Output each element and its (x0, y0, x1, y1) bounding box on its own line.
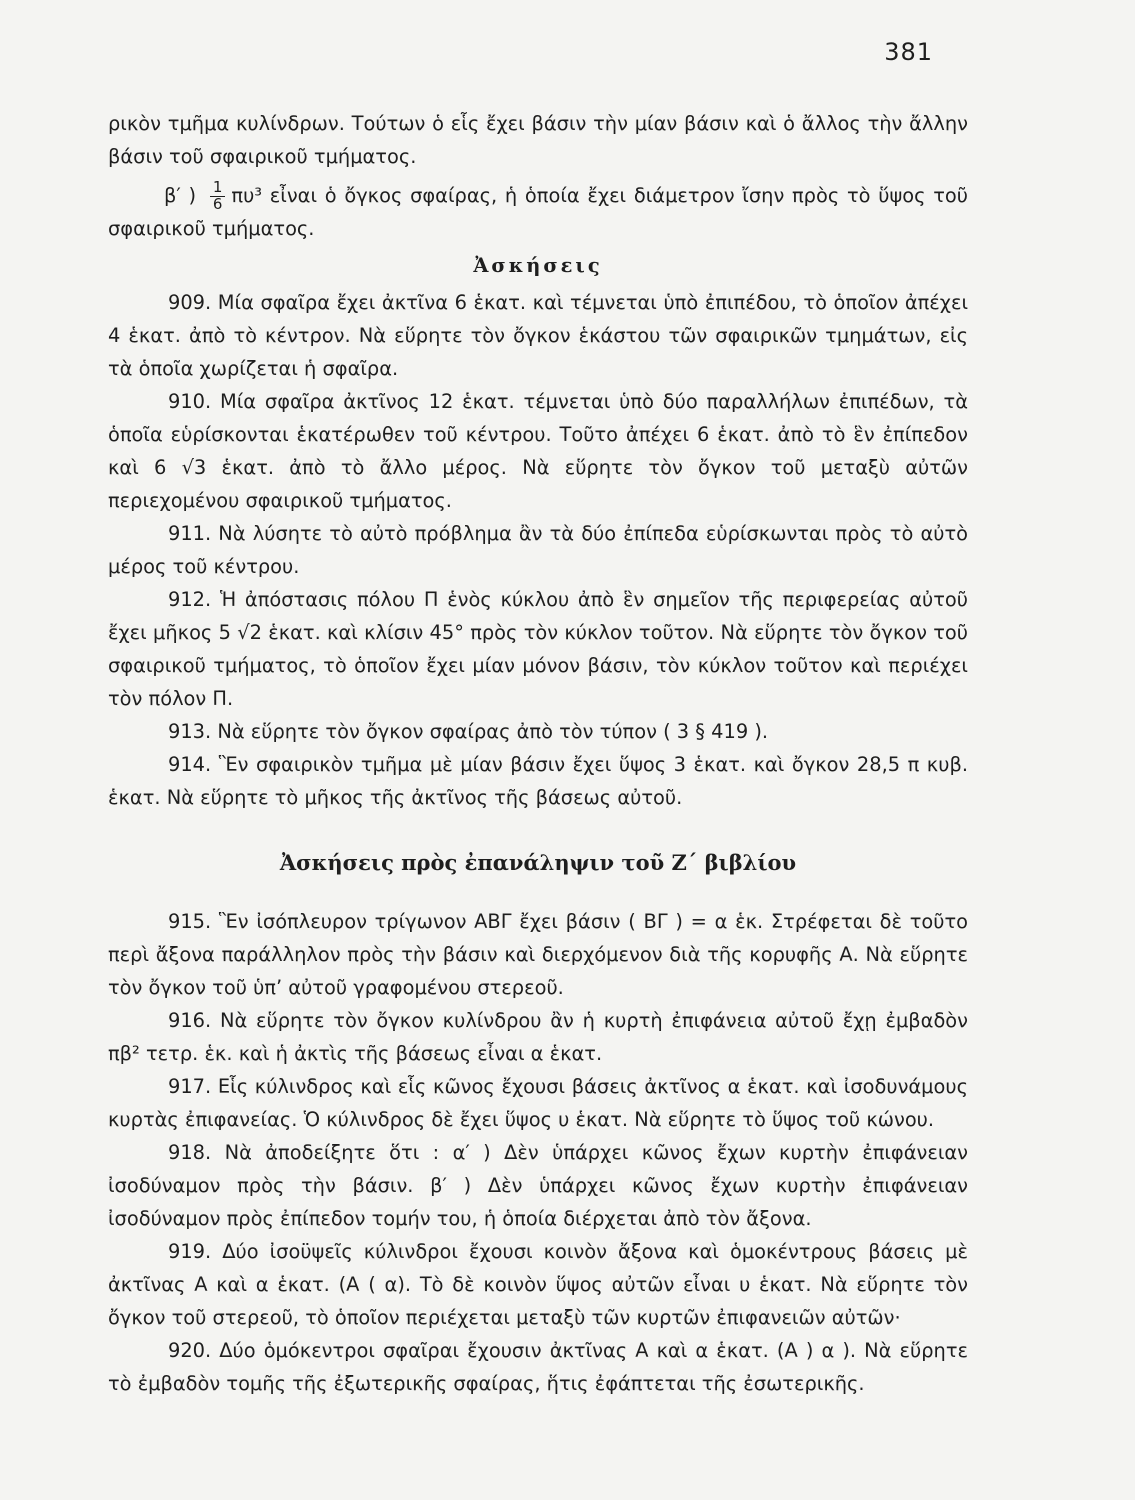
exercise-915: 915. Ἓν ἰσόπλευρον τρίγωνον ΑΒΓ ἔχει βάσιν ( ΒΓ ) = α ἑκ. Στρέφεται δὲ τοῦτο περὶ ἄξονα παράλληλον πρὸς τὴν βάσιν καὶ διερχόμενον διὰ τῆς κορυφῆς Α. Νὰ εὕρητε τὸν ὄγκον τοῦ ὑπ’ αὐτοῦ γραφομένου στερεοῦ. (108, 910, 968, 1000)
beta-prefix: β′ ) (164, 183, 197, 207)
fraction-one-sixth (210, 180, 226, 213)
exercise-909: 909. Μία σφαῖρα ἔχει ἀκτῖνα 6 ἑκατ. καὶ τέμνεται ὑπὸ ἐπιπέδου, τὸ ὁποῖον ἀπέχει 4 ἑκατ. ἀπὸ τὸ κέντρον. Νὰ εὕρητε τὸν ὄγκον ἑκάστου τῶν σφαιρικῶν τμημάτων, εἰς τὰ ὁποῖα χωρίζεται ἡ σφαῖρα. (108, 290, 968, 380)
section-title-exercises: Ἀσκήσεις (473, 253, 603, 277)
fraction-numerator: 1 (210, 180, 226, 197)
intro-paragraph: ρικὸν τμῆμα κυλίνδρων. Τούτων ὁ εἷς ἔχει βάσιν τὴν μίαν βάσιν καὶ ὁ ἄλλος τὴν ἄλλην βάσιν τοῦ σφαιρικοῦ τμήματος. (108, 112, 968, 168)
exercise-913: 913. Νὰ εὕρητε τὸν ὄγκον σφαίρας ἀπὸ τὸν τύπον ( 3 § 419 ). (168, 719, 769, 743)
exercise-920: 920. Δύο ὁμόκεντροι σφαῖραι ἔχουσιν ἀκτῖνας Α καὶ α ἑκατ. (Α ) α ). Νὰ εὕρητε τὸ ἐμβαδὸν τομῆς τῆς ἐξωτερικῆς σφαίρας, ἥτις ἐφάπτεται τῆς ἐσωτερικῆς. (108, 1339, 968, 1396)
beta-statement (108, 180, 968, 246)
fraction-denominator: 6 (212, 194, 223, 213)
exercise-916: 916. Νὰ εὕρητε τὸν ὄγκον κυλίνδρου ἂν ἡ κυρτὴ ἐπιφάνεια αὐτοῦ ἔχῃ ἐμβαδὸν πβ² τετρ. ἑκ. καὶ ἡ ἀκτὶς τῆς βάσεως εἶναι α ἑκατ. (108, 1009, 968, 1066)
beta-text: πυ³ εἶναι ὁ ὄγκος σφαίρας, ἡ ὁποία ἔχει διάμετρον ἴσην πρὸς τὸ ὕψος τοῦ σφαιρικοῦ τμήματος. (108, 183, 968, 240)
exercise-919: 919. Δύο ἰσοϋψεῖς κύλινδροι ἔχουσι κοινὸν ἄξονα καὶ ὁμοκέντρους βάσεις μὲ ἀκτῖνας Α καὶ α ἑκατ. (Α ( α). Τὸ δὲ κοινὸν ὕψος αὐτῶν εἶναι υ ἑκατ. Νὰ εὕρητε τὸν ὄγκον τοῦ στερεοῦ, τὸ ὁποῖον περιέχεται μεταξὺ τῶν κυρτῶν ἐπιφανειῶν αὐτῶν· (108, 1240, 968, 1330)
page-content (108, 108, 968, 1401)
section-title-review: Ἀσκήσεις πρὸς ἐπανάληψιν τοῦ Ζ΄ βιβλίου (279, 849, 797, 875)
exercise-917: 917. Εἷς κύλινδρος καὶ εἷς κῶνος ἔχουσι βάσεις ἀκτῖνος α ἑκατ. καὶ ἰσοδυνάμους κυρτὰς ἐπιφανείας. Ὁ κύλινδρος δὲ ἔχει ὕψος υ ἑκατ. Νὰ εὕρητε τὸ ὕψος τοῦ κώνου. (108, 1075, 968, 1132)
exercise-912: 912. Ἡ ἀπόστασις πόλου Π ἑνὸς κύκλου ἀπὸ ἓν σημεῖον τῆς περιφερείας αὐτοῦ ἔχει μῆκος 5 √2 ἑκατ. καὶ κλίσιν 45° πρὸς τὸν κύκλον τοῦτον. Νὰ εὕρητε τὸν ὄγκον τοῦ σφαιρικοῦ τμήματος, τὸ ὁποῖον ἔχει μίαν μόνον βάσιν, τὸν κύκλον τοῦτον καὶ περιέχει τὸν πόλον Π. (108, 587, 968, 710)
exercise-918: 918. Νὰ ἀποδείξητε ὅτι : α′ ) Δὲν ὑπάρχει κῶνος ἔχων κυρτὴν ἐπιφάνειαν ἰσοδύναμον πρὸς τὴν βάσιν. β′ ) Δὲν ὑπάρχει κῶνος ἔχων κυρτὴν ἐπιφάνειαν ἰσοδύναμον πρὸς ἐπίπεδον τομήν του, ἡ ὁποία διέρχεται ἀπὸ τὸν ἄξονα. (108, 1141, 968, 1231)
exercise-910: 910. Μία σφαῖρα ἀκτῖνος 12 ἑκατ. τέμνεται ὑπὸ δύο παραλλήλων ἐπιπέδων, τὰ ὁποῖα εὑρίσκονται ἑκατέρωθεν τοῦ κέντρου. Τοῦτο ἀπέχει 6 ἑκατ. ἀπὸ τὸ ἓν ἐπίπεδον καὶ 6 √3 ἑκατ. ἀπὸ τὸ ἄλλο μέρος. Νὰ εὕρητε τὸν ὄγκον τοῦ μεταξὺ αὐτῶν περιεχομένου σφαιρικοῦ τμήματος. (108, 389, 968, 512)
page-number: 381 (884, 38, 933, 66)
exercise-914: 914. Ἓν σφαιρικὸν τμῆμα μὲ μίαν βάσιν ἔχει ὕψος 3 ἑκατ. καὶ ὄγκον 28,5 π κυβ. ἑκατ. Νὰ εὕρητε τὸ μῆκος τῆς ἀκτῖνος τῆς βάσεως αὐτοῦ. (108, 752, 968, 809)
exercise-911: 911. Νὰ λύσητε τὸ αὐτὸ πρόβλημα ἂν τὰ δύο ἐπίπεδα εὑρίσκωνται πρὸς τὸ αὐτὸ μέρος τοῦ κέντρου. (108, 521, 968, 578)
